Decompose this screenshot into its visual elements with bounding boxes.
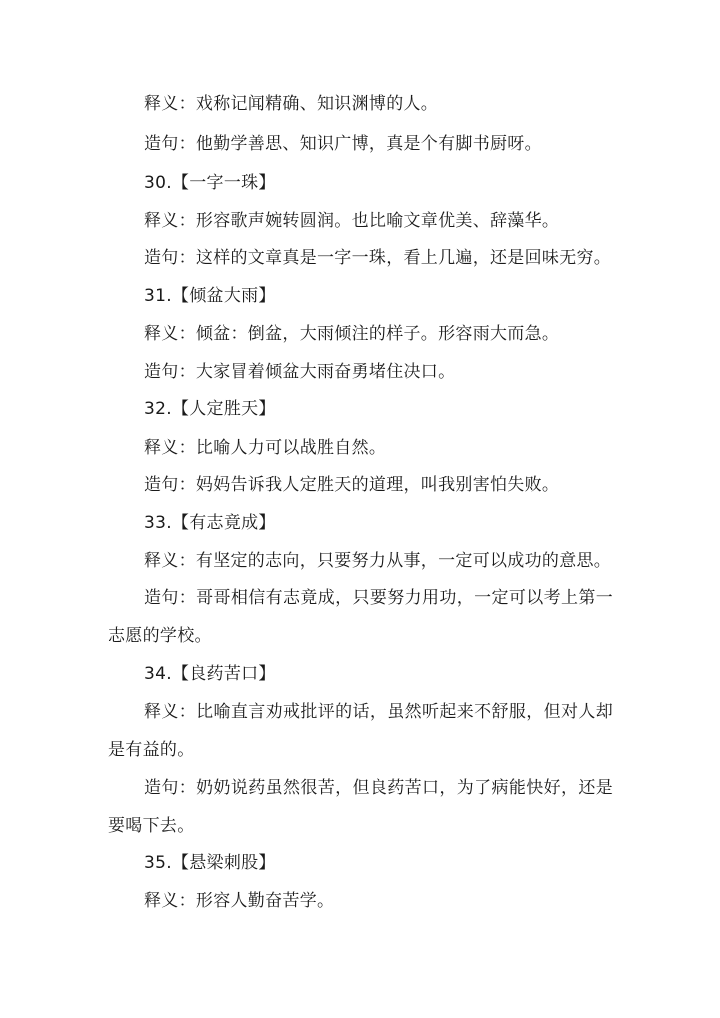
definition-line: 释义：形容歌声婉转圆润。也比喻文章优美、辞藻华。 [144, 211, 560, 231]
idiom-heading-32: 32.【人定胜天】 [144, 399, 276, 419]
definition-line: 释义：戏称记闻精确、知识渊博的人。 [144, 94, 439, 114]
example-sentence-paragraph: 造句：哥哥相信有志竟成，只要努力用功，一定可以考上第一志愿的学校。 [108, 588, 613, 646]
example-sentence-line: 造句：这样的文章真是一字一珠，看上几遍，还是回味无穷。 [144, 248, 612, 268]
definition-line: 释义：形容人勤奋苦学。 [144, 891, 335, 911]
idiom-heading-31: 31.【倾盆大雨】 [144, 286, 276, 306]
definition-paragraph: 释义：比喻直言劝戒批评的话，虽然听起来不舒服，但对人却是有益的。 [108, 702, 613, 760]
example-sentence-line: 造句：妈妈告诉我人定胜天的道理，叫我别害怕失败。 [144, 475, 560, 495]
idiom-heading-30: 30.【一字一珠】 [144, 173, 276, 193]
idiom-heading-35: 35.【悬梁刺股】 [144, 853, 276, 873]
definition-line: 释义：有坚定的志向，只要努力从事，一定可以成功的意思。 [144, 551, 612, 571]
definition-line: 释义：比喻人力可以战胜自然。 [144, 438, 387, 458]
example-sentence-line: 造句：他勤学善思、知识广博，真是个有脚书厨呀。 [144, 134, 542, 154]
example-sentence-line: 造句：大家冒着倾盆大雨奋勇堵住决口。 [144, 362, 456, 382]
idiom-heading-33: 33.【有志竟成】 [144, 513, 276, 533]
definition-line: 释义：倾盆：倒盆，大雨倾注的样子。形容雨大而急。 [144, 324, 560, 344]
idiom-heading-34: 34.【良药苦口】 [144, 664, 276, 684]
example-sentence-paragraph: 造句：奶奶说药虽然很苦，但良药苦口，为了病能快好，还是要喝下去。 [108, 778, 613, 836]
